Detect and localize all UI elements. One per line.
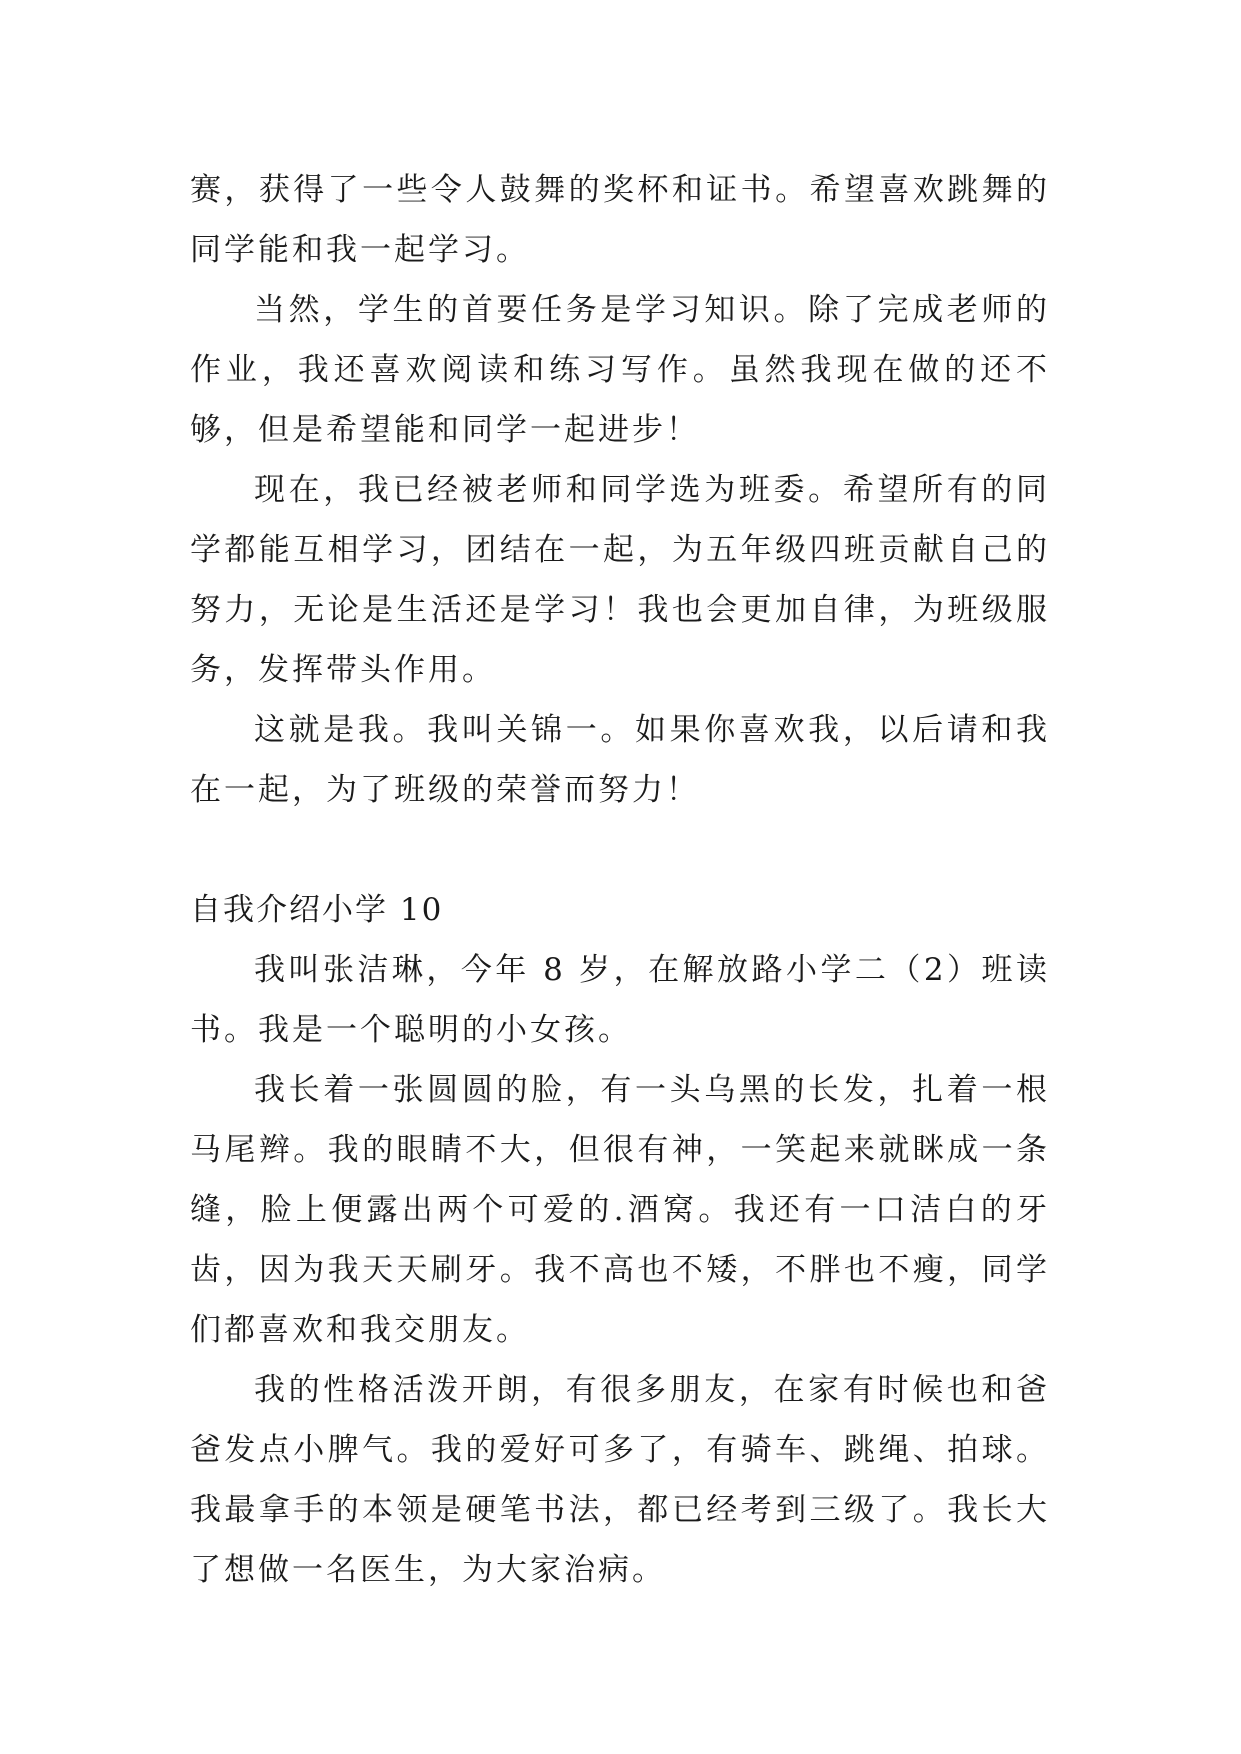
section-title: 自我介绍小学 10: [190, 892, 444, 928]
paragraph-personality: 我的性格活泼开朗，有很多朋友，在家有时候也和爸爸发点小脾气。我的爱好可多了，有骑车、跳绳、拍球。我最拿手的本领是硬笔书法，都已经考到三级了。我长大了想做一名医生，为大家治病。: [190, 1372, 1050, 1588]
paragraph-study: 当然，学生的首要任务是学习知识。除了完成老师的作业，我还喜欢阅读和练习写作。虽然我现在做的还不够，但是希望能和同学一起进步！: [190, 292, 1050, 448]
paragraph-closing: 这就是我。我叫关锦一。如果你喜欢我，以后请和我在一起，为了班级的荣誉而努力！: [190, 712, 1050, 808]
paragraph-appearance: 我长着一张圆圆的脸，有一头乌黑的长发，扎着一根马尾辫。我的眼睛不大，但很有神，一笑起来就眯成一条缝，脸上便露出两个可爱的.酒窝。我还有一口洁白的牙齿，因为我天天刷牙。我不高也不矮，不胖也不瘦，同学们都喜欢和我交朋友。: [190, 1072, 1050, 1348]
paragraph-intro: 我叫张洁琳，今年 8 岁，在解放路小学二（2）班读书。我是一个聪明的小女孩。: [190, 952, 1050, 1048]
paragraph-class-committee: 现在，我已经被老师和同学选为班委。希望所有的同学都能互相学习，团结在一起，为五年级四班贡献自己的努力，无论是生活还是学习！我也会更加自律，为班级服务，发挥带头作用。: [190, 472, 1050, 688]
paragraph-continued: 赛，获得了一些令人鼓舞的奖杯和证书。希望喜欢跳舞的同学能和我一起学习。: [190, 172, 1050, 268]
document-body: [190, 160, 1050, 1600]
